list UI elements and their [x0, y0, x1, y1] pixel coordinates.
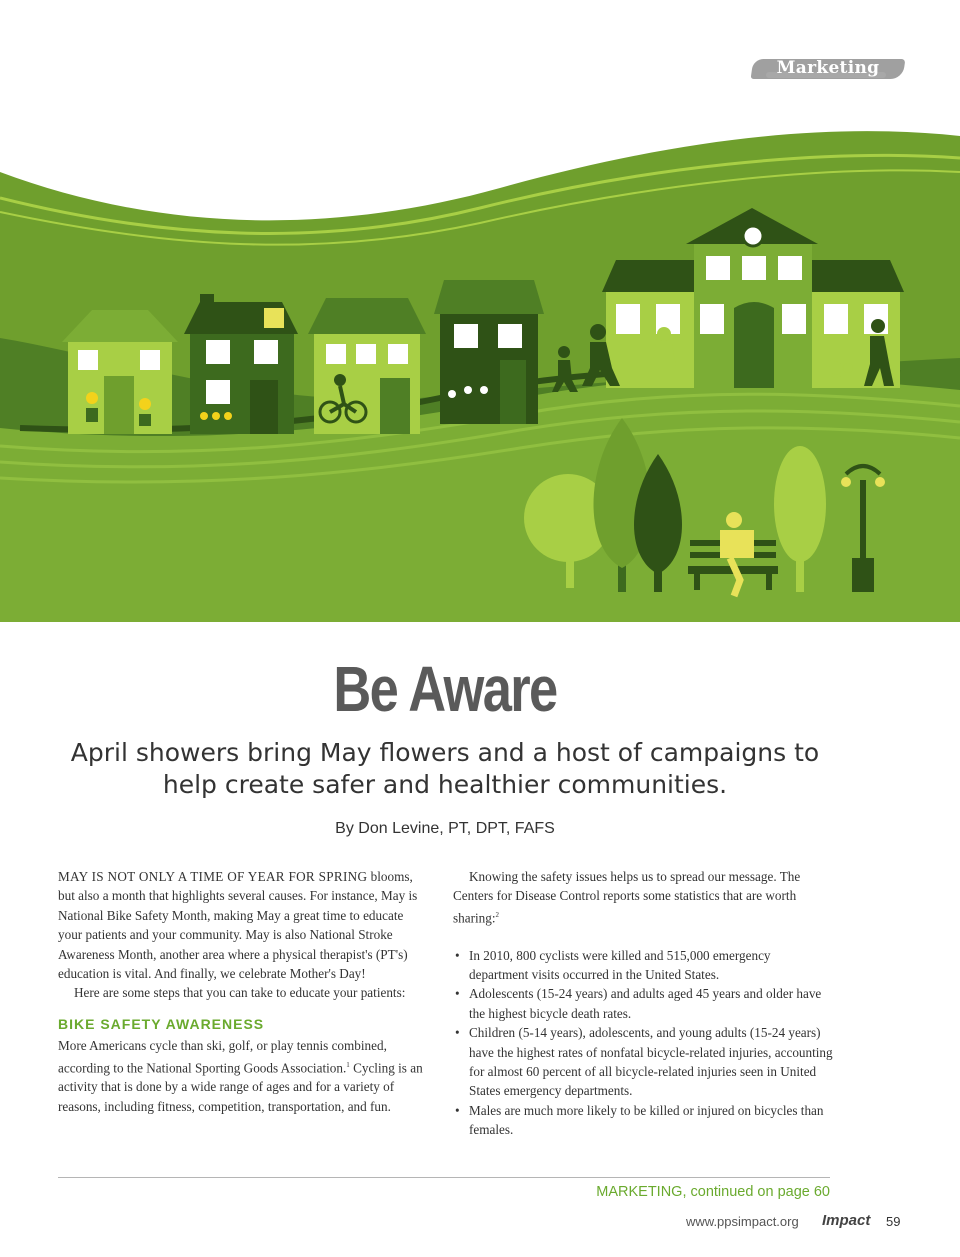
- paragraph-cdc: [453, 867, 833, 928]
- continued-note: MARKETING, continued on page 60: [596, 1184, 830, 1200]
- paragraph-cdc-text: Knowing the safety issues helps us to spread our message. The Centers for Disease Control reports some statistics that are worth sharing:: [453, 869, 801, 926]
- paragraph-cycling-a: More Americans cycle than ski, golf, or play tennis combined, according to the National Sporting Goods Association.: [58, 1038, 387, 1076]
- article-subtitle: April showers bring May flowers and a host of campaigns to help create safer and healthier communities.: [70, 738, 820, 799]
- statistics-list: [453, 946, 833, 1140]
- paragraph-cycling-b: Cycling is an activity that is done by a wide range of ages and for a variety of reasons, including fitness, competition, transportation, and fun.: [58, 1060, 423, 1114]
- list-item: • Children (5-14 years), adolescents, and young adults (15-24 years) have the highest rates of nonfatal bicycle-related injuries, accounting for almost 60 percent of all bicycle-related injuries seen in United States emergency departments.: [453, 1023, 833, 1101]
- list-item: • Males are much more likely to be killed or injured on bicycles than females.: [453, 1101, 833, 1140]
- list-item: • In 2010, 800 cyclists were killed and 515,000 emergency department visits occurred in the United States.: [453, 946, 833, 985]
- divider: [58, 1177, 830, 1178]
- footnote-ref-2: 2: [495, 910, 499, 919]
- footer-url: www.ppsimpact.org: [686, 1214, 799, 1229]
- right-column: [453, 867, 833, 1140]
- paragraph-steps: Here are some steps that you can take to educate your patients:: [74, 985, 406, 1001]
- footnote-ref-1: 1: [346, 1060, 350, 1069]
- hero-illustration: [0, 128, 960, 622]
- left-column: [58, 867, 430, 1116]
- article-title: Be Aware: [333, 653, 557, 725]
- subhead-bike-safety: BIKE SAFETY AWARENESS: [58, 1015, 265, 1032]
- paragraph-cycling: [58, 1036, 430, 1116]
- page-number: 59: [886, 1214, 901, 1229]
- footer-brand: Impact: [822, 1212, 871, 1229]
- byline: By Don Levine, PT, DPT, FAFS: [335, 820, 555, 837]
- lead-in: MAY IS NOT ONLY A TIME OF YEAR FOR SPRING: [58, 869, 368, 884]
- section-tag-label: Marketing: [776, 58, 880, 78]
- section-tag: [752, 56, 904, 82]
- list-item: • Adolescents (15-24 years) and adults aged 45 years and older have the highest bicycle death rates.: [453, 984, 833, 1023]
- paragraph-intro-text: blooms, but also a month that highlights several causes. For instance, May is National Bike Safety Month, making May a great time to educate your patients and your community. May is also National Stroke Awareness Month, another area where a physical therapist's (PT's) education is vital. And finally, we celebrate Mother's Day!: [58, 869, 418, 982]
- paragraph-intro: [58, 867, 430, 983]
